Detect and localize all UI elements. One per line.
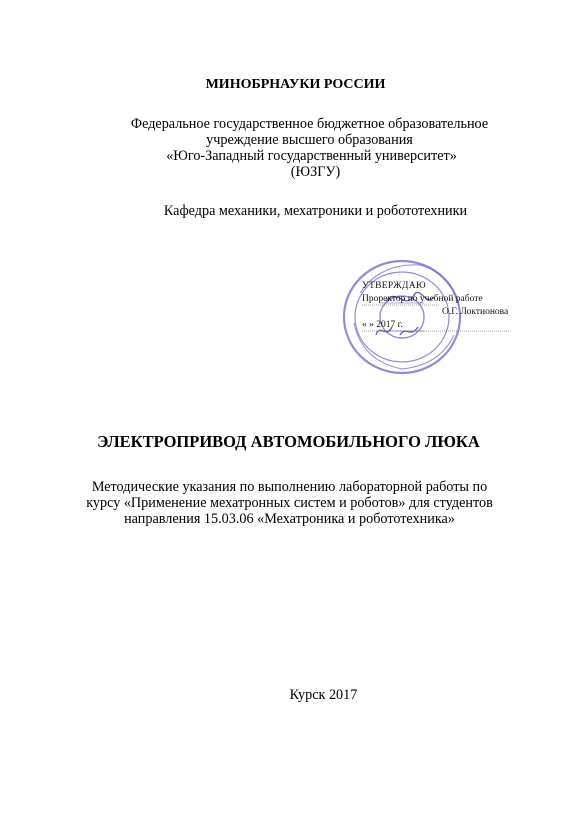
- description-line-2: курсу «Применение мехатронных систем и роботов» для студентов: [86, 495, 493, 511]
- institution-line-3: «Юго-Западный государственный университет»: [166, 148, 457, 164]
- stamp-position: Проректор по учебной работе: [362, 294, 483, 304]
- svg-text:· · · · · · · ·: · · · · · · · ·: [370, 271, 401, 279]
- stamp-seal-icon: [340, 253, 535, 383]
- institution-line-1: Федеральное государственное бюджетное образовательное: [130, 116, 489, 132]
- institution-line-2: учреждение высшего образования: [206, 132, 413, 148]
- document-title: ЭЛЕКТРОПРИВОД АВТОМОБИЛЬНОГО ЛЮКА: [97, 432, 480, 451]
- description-line-3: направления 15.03.06 «Мехатроника и робототехника»: [124, 511, 455, 527]
- svg-text:· · · · · · · · ·: · · · · · · · · ·: [362, 357, 397, 365]
- stamp-approve-label: УТВЕРЖДАЮ: [362, 281, 426, 291]
- description-line-1: Методические указания по выполнению лабораторной работы по: [91, 479, 488, 495]
- city-year: Курск 2017: [289, 687, 358, 703]
- approval-stamp: [340, 253, 535, 383]
- department-name: Кафедра механики, мехатроники и робототехники: [163, 203, 468, 219]
- stamp-date: « » 2017 г.: [362, 320, 403, 330]
- ministry-heading: МИНОБРНАУКИ РОССИИ: [205, 77, 386, 92]
- institution-line-4: (ЮЗГУ): [290, 164, 341, 180]
- stamp-signer: О.Г. Локтионова: [442, 307, 509, 317]
